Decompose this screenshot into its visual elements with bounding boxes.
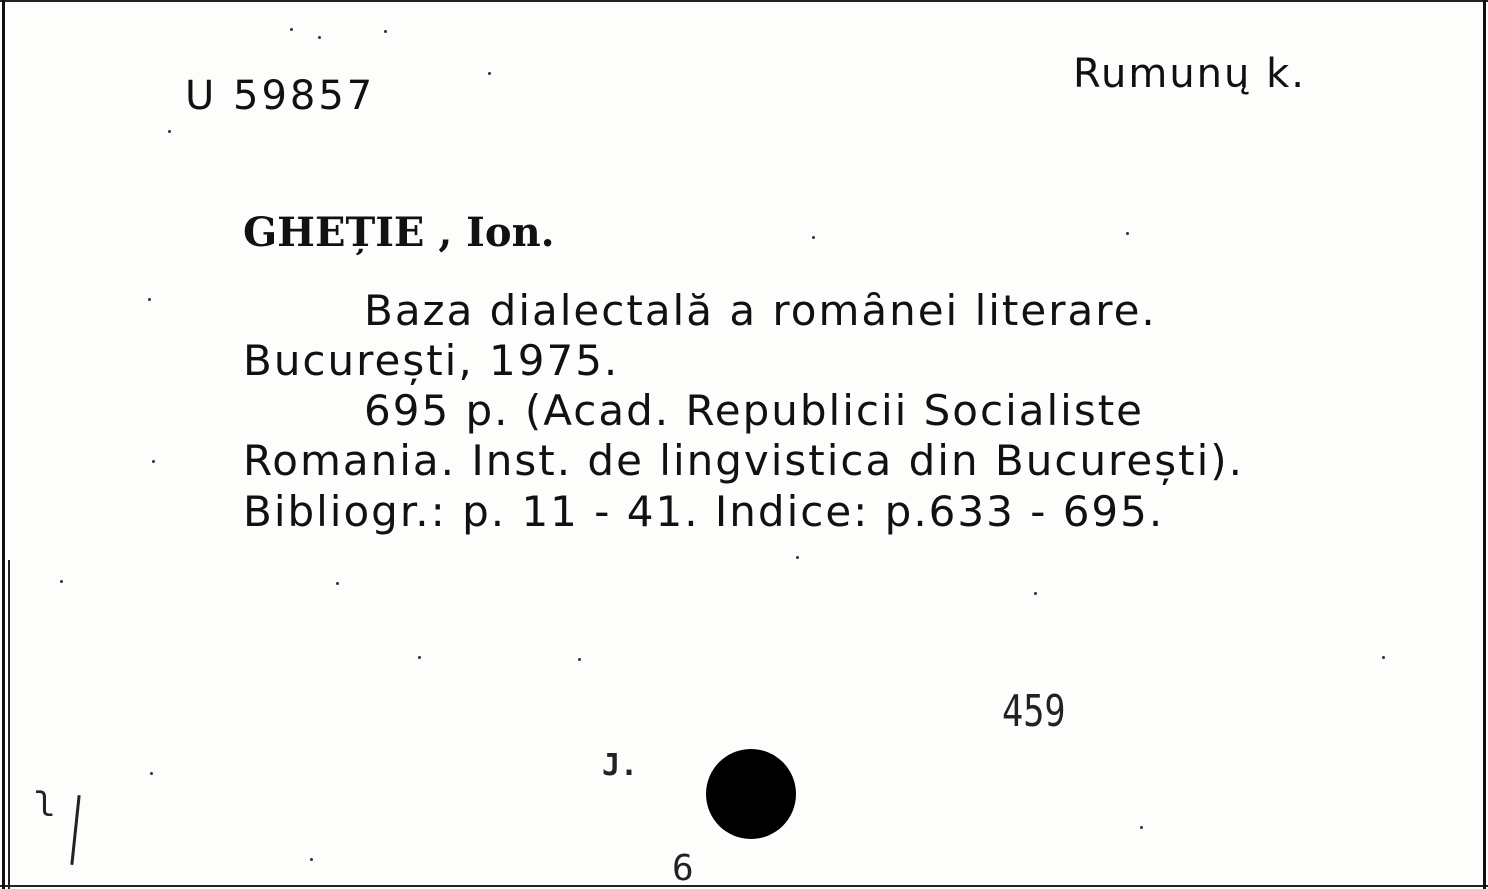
punch-hole <box>706 749 796 839</box>
speck <box>418 656 421 659</box>
handwritten-initial: J. <box>602 748 639 783</box>
handwritten-digit: 6 <box>672 848 694 889</box>
speck <box>488 72 491 75</box>
handwritten-number: 459 <box>1002 686 1066 737</box>
speck <box>796 556 799 559</box>
author-heading: GHEȚIE , Ion. <box>243 209 555 256</box>
call-number: U 59857 <box>185 73 376 119</box>
speck <box>290 28 293 31</box>
location-label: Rumunų k. <box>1073 51 1306 97</box>
speck <box>318 36 321 39</box>
speck <box>578 658 581 661</box>
speck <box>384 30 387 33</box>
card-top-edge <box>0 0 1488 2</box>
card-right-edge <box>1483 0 1486 889</box>
speck <box>60 580 63 583</box>
notes-line: Bibliogr.: p. 11 - 41. Indice: p.633 - 695. <box>243 487 1165 536</box>
speck <box>150 772 153 775</box>
speck <box>1034 592 1037 595</box>
collation-line: 695 p. (Acad. Republicii Socialiste <box>364 386 1145 435</box>
speck <box>168 130 171 133</box>
speck <box>1382 656 1385 659</box>
handwritten-margin-mark: ʅ <box>34 778 55 818</box>
speck <box>1140 826 1143 829</box>
card-bottom-edge <box>0 885 1488 887</box>
speck <box>336 582 339 585</box>
card-left-edge <box>2 0 5 889</box>
speck <box>812 236 815 239</box>
speck <box>1126 232 1129 235</box>
speck <box>152 460 155 463</box>
title-line: Baza dialectală a romȃnei literare. <box>364 286 1157 335</box>
handwritten-stroke <box>70 795 80 865</box>
imprint-line: București, 1975. <box>243 336 620 385</box>
card-left-inner-edge <box>8 560 10 889</box>
speck <box>148 298 151 301</box>
speck <box>310 858 313 861</box>
series-line: Romania. Inst. de lingvistica din București). <box>243 436 1244 485</box>
